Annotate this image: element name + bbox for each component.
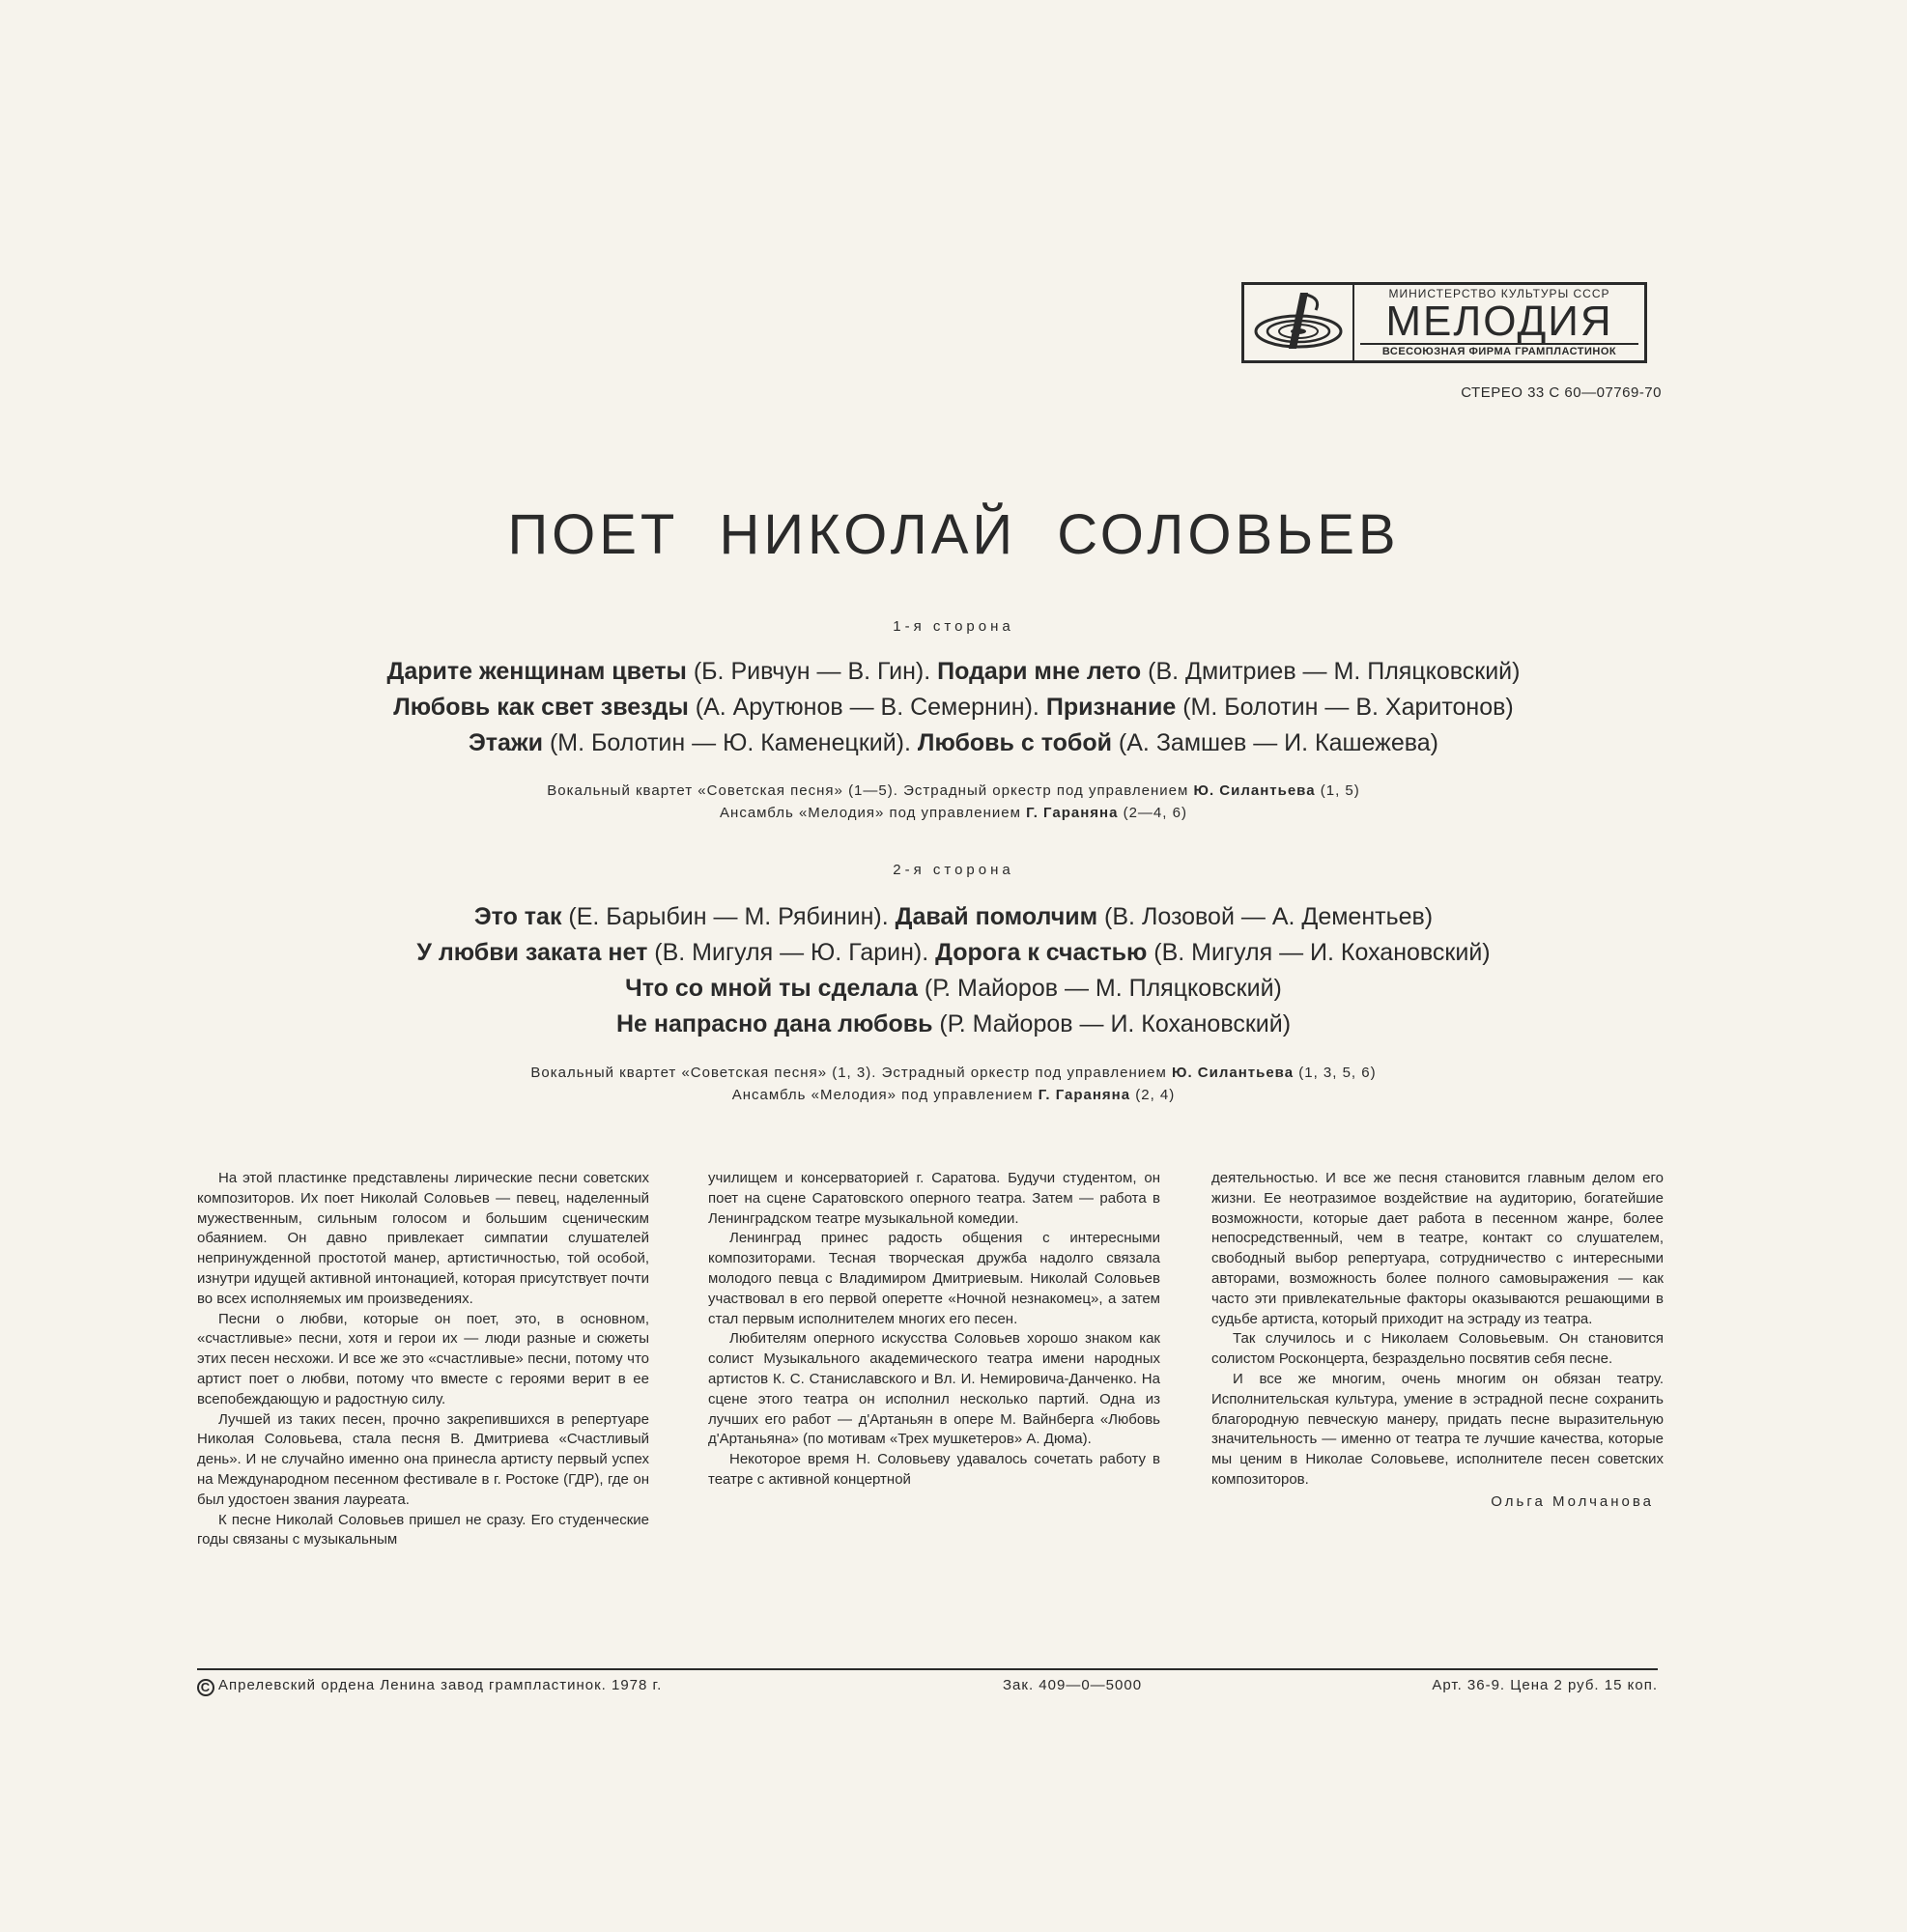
track-title: Дорога к счастью [935, 939, 1148, 966]
logo-ministry: МИНИСТЕРСТВО КУЛЬТУРЫ СССР [1388, 287, 1610, 300]
credit-text: Вокальный квартет «Советская песня» (1—5). Эстрадный оркестр под управлением [547, 782, 1194, 799]
track-title: Давай помолчим [895, 903, 1098, 930]
credit-tail: (2—4, 6) [1118, 805, 1187, 821]
side1-credits [0, 780, 1907, 824]
track-line [0, 935, 1907, 971]
track-title: Подари мне лето [937, 658, 1142, 685]
notes-column-3 [1211, 1169, 1664, 1513]
side1-tracklist [0, 654, 1907, 761]
notes-column-1 [197, 1169, 649, 1550]
track-authors: (В. Дмитриев — М. Пляцковский) [1141, 658, 1521, 685]
footer-divider [197, 1668, 1658, 1670]
notes-paragraph: училищем и консерваторией г. Саратова. Будучи студентом, он поет на сцене Саратовского оперного театра. Затем — работа в Ленинградском театре музыкальной комедии. [708, 1170, 1160, 1227]
track-line [0, 1007, 1907, 1042]
track-authors: (Р. Майоров — М. Пляцковский) [917, 975, 1282, 1002]
credit-conductor: Ю. Силантьева [1193, 782, 1316, 799]
notes-paragraph: На этой пластинке представлены лирические песни советских композиторов. Их поет Николай Соловьев — певец, наделенный мужественным, сильным голосом и большим сценическим обаянием. Он давно привлекает симпатии слушателей непринужденной простотой манер, артистичностью, той особой, изнутри идущей активной интонацией, которая присутствует почти во всех исполняемых им произведениях. [197, 1170, 649, 1307]
credit-line [0, 802, 1907, 824]
logo-firm: ВСЕСОЮЗНАЯ ФИРМА ГРАМПЛАСТИНОК [1360, 343, 1638, 358]
track-title: Это так [473, 903, 562, 930]
copyright-icon: C [197, 1679, 214, 1696]
credit-line [0, 1062, 1907, 1084]
credit-conductor: Ю. Силантьева [1171, 1065, 1295, 1081]
credit-conductor: Г. Гараняна [1038, 1087, 1131, 1103]
track-authors: (М. Болотин — Ю. Каменецкий). [543, 729, 918, 756]
side2-label: 2-я сторона [893, 862, 1014, 878]
notes-paragraph: Некоторое время Н. Соловьеву удавалось сочетать работу в театре с активной концертной [708, 1451, 1160, 1488]
side1-label: 1-я сторона [893, 618, 1014, 635]
notes-paragraph: Ленинград принес радость общения с интересными композиторами. Тесная творческая дружба надолго связала молодого певца с Владимиром Дмитриевым. Николай Соловьев участвовал в его первой оперетте «Ночной незнакомец», а затем стал первым исполнителем многих его песен. [708, 1230, 1160, 1327]
credit-tail: (1, 5) [1315, 782, 1360, 799]
logo-text-block [1352, 285, 1644, 360]
melodiya-emblem-icon [1244, 285, 1352, 360]
notes-column-2 [708, 1169, 1160, 1491]
notes-paragraph: Лучшей из таких песен, прочно закрепившихся в репертуаре Николая Соловьева, стала песня В. Дмитриева «Счастливый день». И не случайно именно она принесла артисту первый успех на Международном песенном фестивале в г. Ростоке (ГДР), где он был удостоен звания лауреата. [197, 1410, 649, 1508]
track-authors: (Р. Майоров — И. Кохановский) [932, 1010, 1292, 1037]
credit-line [0, 780, 1907, 802]
footer-price: Арт. 36-9. Цена 2 руб. 15 коп. [1432, 1677, 1658, 1693]
footer-plant-text: Апрелевский ордена Ленина завод грампластинок. 1978 г. [218, 1677, 663, 1693]
credit-conductor: Г. Гараняна [1026, 805, 1119, 821]
track-authors: (А. Замшев — И. Кашежева) [1111, 729, 1439, 756]
notes-paragraph: К песне Николай Соловьев пришел не сразу. Его студенческие годы связаны с музыкальным [197, 1511, 649, 1548]
track-authors: (А. Арутюнов — В. Семернин). [688, 694, 1046, 721]
track-title: Дарите женщинам цветы [386, 658, 687, 685]
track-title: Этажи [468, 729, 543, 756]
track-authors: (М. Болотин — В. Харитонов) [1176, 694, 1514, 721]
track-title: Признание [1045, 694, 1177, 721]
track-authors: (Е. Барыбин — М. Рябинин). [561, 903, 896, 930]
album-title: ПОЕТ НИКОЛАЙ СОЛОВЬЕВ [507, 503, 1400, 566]
footer-order: Зак. 409—0—5000 [1003, 1677, 1143, 1693]
credit-text: Ансамбль «Мелодия» под управлением [731, 1087, 1039, 1103]
track-line [0, 725, 1907, 761]
catalog-number: СТЕРЕО 33 С 60—07769-70 [1461, 384, 1662, 401]
track-line [0, 971, 1907, 1007]
melodiya-logo [1241, 282, 1647, 363]
track-authors: (В. Мигуля — И. Кохановский) [1147, 939, 1491, 966]
track-title: Не напрасно дана любовь [615, 1010, 933, 1037]
credit-tail: (2, 4) [1130, 1087, 1176, 1103]
track-authors: (В. Мигуля — Ю. Гарин). [647, 939, 936, 966]
notes-signature: Ольга Молчанова [1491, 1492, 1654, 1510]
track-title: У любви заката нет [416, 939, 648, 966]
notes-paragraph: деятельностью. И все же песня становится главным делом его жизни. Ее неотразимое воздействие на аудиторию, богатейшие возможности, которые дает работа в песенном жанре, более непосредственный, чем в театре, контакт со слушателем, свободный выбор репертуара, сотрудничество с интересными авторами, возможность более полного самовыражения — как часто эти привлекательные факторы оказываются решающими в судьбе артиста, который приходит на эстраду из театра. [1211, 1170, 1664, 1327]
credit-tail: (1, 3, 5, 6) [1294, 1065, 1377, 1081]
track-title: Что со мной ты сделала [625, 975, 918, 1002]
track-line [0, 899, 1907, 935]
credit-text: Ансамбль «Мелодия» под управлением [720, 805, 1027, 821]
footer-plant [197, 1677, 662, 1696]
notes-paragraph: Любителям оперного искусства Соловьев хорошо знаком как солист Музыкального академического театра имени народных артистов К. С. Станиславского и Вл. И. Немировича-Данченко. На сцене этого театра он исполнил несколько партий. Одна из лучших его работ — д'Артаньян в опере М. Вайнберга «Любовь д'Артаньяна» (по мотивам «Трех мушкетеров» А. Дюма). [708, 1330, 1160, 1448]
notes-paragraph: И все же многим, очень многим он обязан театру. Исполнительская культура, умение в эстрадной песне сохранить благородную певческую манеру, придать песне выразительную значительность — именно от театра те лучшие качества, которые мы ценим в Николае Соловьеве, исполнителе песен советских композиторов. [1211, 1370, 1664, 1488]
track-authors: (В. Лозовой — А. Дементьев) [1097, 903, 1434, 930]
track-line [0, 690, 1907, 725]
track-authors: (Б. Ривчун — В. Гин). [686, 658, 938, 685]
side2-tracklist [0, 899, 1907, 1042]
notes-paragraph: Так случилось и с Николаем Соловьевым. Он становится солистом Росконцерта, безраздельно посвятив себя песне. [1211, 1330, 1664, 1368]
track-title: Любовь с тобой [917, 729, 1112, 756]
credit-text: Вокальный квартет «Советская песня» (1, 3). Эстрадный оркестр под управлением [530, 1065, 1172, 1081]
track-line [0, 654, 1907, 690]
logo-brand: МЕЛОДИЯ [1385, 298, 1613, 345]
side2-credits [0, 1062, 1907, 1106]
notes-paragraph: Песни о любви, которые он поет, это, в основном, «счастливые» песни, хотя и герои их — люди разные и сюжеты этих песен несхожи. И все же это «счастливые» песни, потому что артист поет о любви, потому что вместе с героями верит в ее всепобеждающую и радостную силу. [197, 1310, 649, 1407]
track-title: Любовь как свет звезды [393, 694, 689, 721]
credit-line [0, 1084, 1907, 1106]
